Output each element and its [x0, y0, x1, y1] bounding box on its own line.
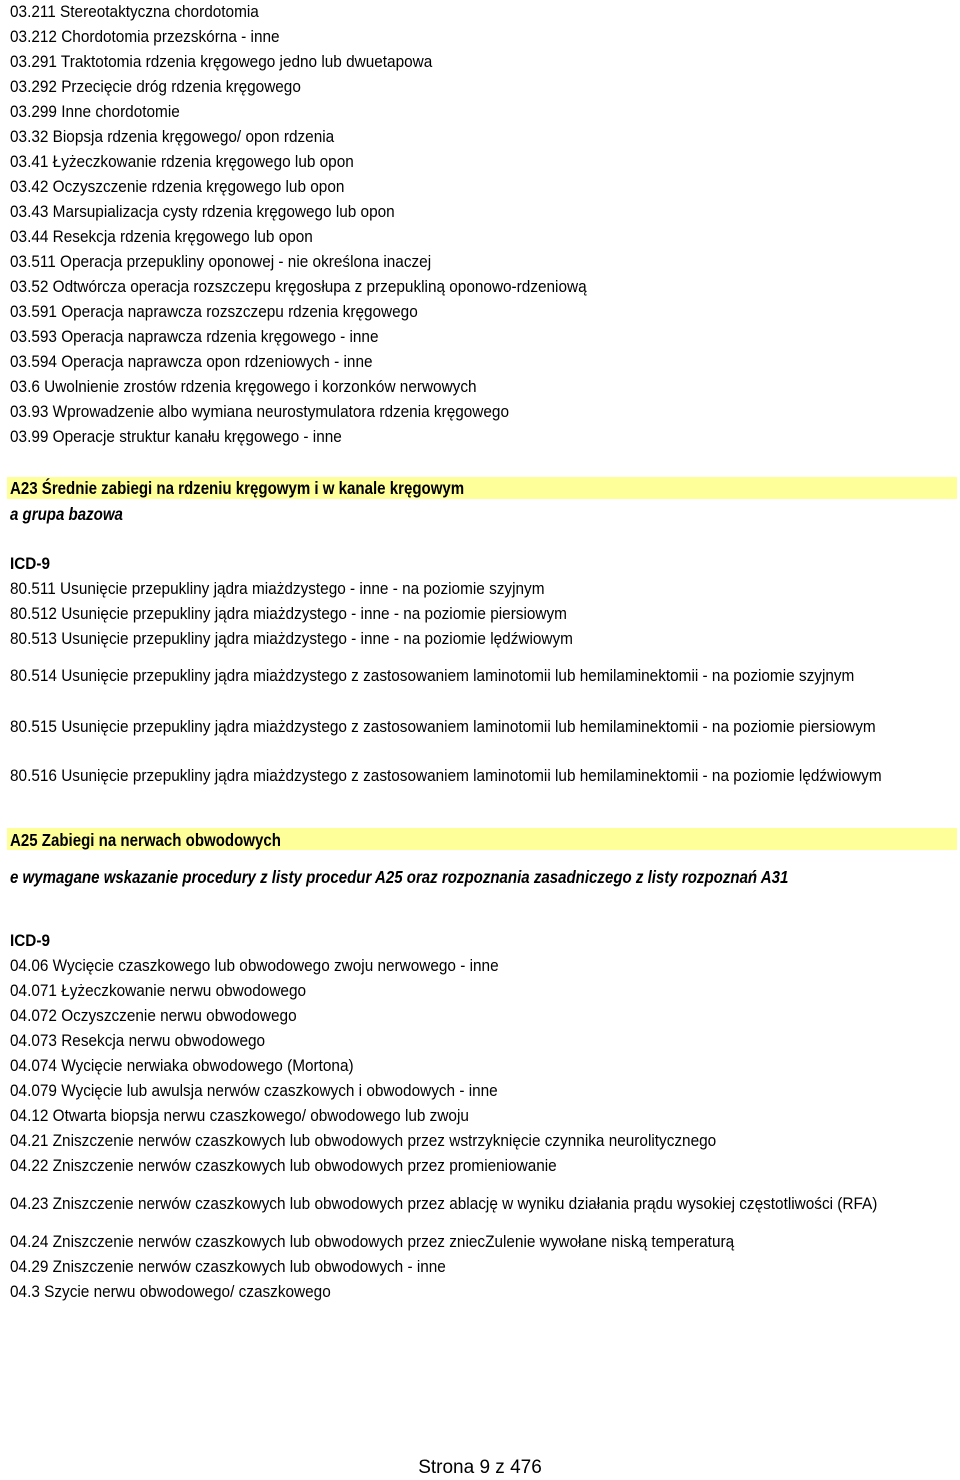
section-subtitle: e wymagane wskazanie procedury z listy procedur A25 oraz rozpoznania zasadniczego z listy rozpoznań A31: [10, 867, 789, 887]
list-item: 04.12 Otwarta biopsja nerwu czaszkowego/ obwodowego lub zwoju: [10, 1107, 469, 1125]
list-item: 04.079 Wycięcie lub awulsja nerwów czaszkowych i obwodowych - inne: [10, 1082, 498, 1100]
list-item: 03.299 Inne chordotomie: [10, 103, 180, 121]
section-title: A25 Zabiegi na nerwach obwodowych: [10, 830, 281, 850]
list-item: 03.43 Marsupializacja cysty rdzenia kręgowego lub opon: [10, 203, 395, 221]
icd-label: ICD-9: [10, 554, 50, 573]
list-item: 03.44 Resekcja rdzenia kręgowego lub opon: [10, 228, 313, 246]
list-item: 04.074 Wycięcie nerwiaka obwodowego (Mortona): [10, 1057, 354, 1075]
list-item: 03.6 Uwolnienie zrostów rdzenia kręgowego i korzonków nerwowych: [10, 378, 477, 396]
list-item: 80.512 Usunięcie przepukliny jądra miażdzystego - inne - na poziomie piersiowym: [10, 605, 567, 623]
list-item: 80.513 Usunięcie przepukliny jądra miażdzystego - inne - na poziomie lędźwiowym: [10, 630, 573, 648]
list-item: 03.292 Przecięcie dróg rdzenia kręgowego: [10, 78, 301, 96]
list-item: 03.511 Operacja przepukliny oponowej - nie określona inaczej: [10, 253, 432, 271]
list-item: 04.21 Zniszczenie nerwów czaszkowych lub obwodowych przez wstrzyknięcie czynnika neurolitycznego: [10, 1132, 717, 1150]
list-item: 04.06 Wycięcie czaszkowego lub obwodowego zwoju nerwowego - inne: [10, 957, 499, 975]
list-item: 03.32 Biopsja rdzenia kręgowego/ opon rdzenia: [10, 128, 335, 146]
list-item: 03.591 Operacja naprawcza rozszczepu rdzenia kręgowego: [10, 303, 418, 321]
list-item: 03.99 Operacje struktur kanału kręgowego - inne: [10, 428, 342, 446]
list-item: 80.511 Usunięcie przepukliny jądra miażdzystego - inne - na poziomie szyjnym: [10, 580, 545, 598]
list-item: 03.594 Operacja naprawcza opon rdzeniowych - inne: [10, 353, 373, 371]
list-item: 04.29 Zniszczenie nerwów czaszkowych lub obwodowych - inne: [10, 1258, 446, 1276]
list-item: 03.52 Odtwórcza operacja rozszczepu kręgosłupa z przepukliną oponowo-rdzeniową: [10, 278, 587, 296]
list-item: 80.516 Usunięcie przepukliny jądra miażdzystego z zastosowaniem laminotomii lub hemilaminektomii - na poziomie lędźwiowym: [10, 767, 882, 785]
list-item: 03.212 Chordotomia przezskórna - inne: [10, 28, 280, 46]
icd-label: ICD-9: [10, 931, 50, 950]
list-item: 80.515 Usunięcie przepukliny jądra miażdzystego z zastosowaniem laminotomii lub hemilaminektomii - na poziomie piersiowym: [10, 718, 876, 736]
list-item: 04.23 Zniszczenie nerwów czaszkowych lub obwodowych przez ablację w wyniku działania prądu wysokiej częstotliwości (RFA): [10, 1195, 878, 1213]
list-item: 04.071 Łyżeczkowanie nerwu obwodowego: [10, 982, 307, 1000]
list-item: 80.514 Usunięcie przepukliny jądra miażdzystego z zastosowaniem laminotomii lub hemilaminektomii - na poziomie szyjnym: [10, 667, 855, 685]
list-item: 04.3 Szycie nerwu obwodowego/ czaszkowego: [10, 1283, 331, 1301]
list-item: 03.593 Operacja naprawcza rdzenia kręgowego - inne: [10, 328, 379, 346]
list-item: 03.211 Stereotaktyczna chordotomia: [10, 3, 259, 21]
list-item: 04.22 Zniszczenie nerwów czaszkowych lub obwodowych przez promieniowanie: [10, 1157, 557, 1175]
list-item: 03.93 Wprowadzenie albo wymiana neurostymulatora rdzenia kręgowego: [10, 403, 510, 421]
list-item: 03.291 Traktotomia rdzenia kręgowego jedno lub dwuetapowa: [10, 53, 433, 71]
list-item: 03.41 Łyżeczkowanie rdzenia kręgowego lub opon: [10, 153, 354, 171]
list-item: 03.42 Oczyszczenie rdzenia kręgowego lub opon: [10, 178, 345, 196]
list-item: 04.072 Oczyszczenie nerwu obwodowego: [10, 1007, 297, 1025]
section-subtitle: a grupa bazowa: [10, 504, 123, 524]
list-item: 04.24 Zniszczenie nerwów czaszkowych lub obwodowych przez zniecZulenie wywołane niską temperaturą: [10, 1233, 735, 1251]
section-title: A23 Średnie zabiegi na rdzeniu kręgowym i w kanale kręgowym: [10, 478, 465, 498]
list-item: 04.073 Resekcja nerwu obwodowego: [10, 1032, 266, 1050]
page-number: Strona 9 z 476: [418, 1457, 542, 1478]
